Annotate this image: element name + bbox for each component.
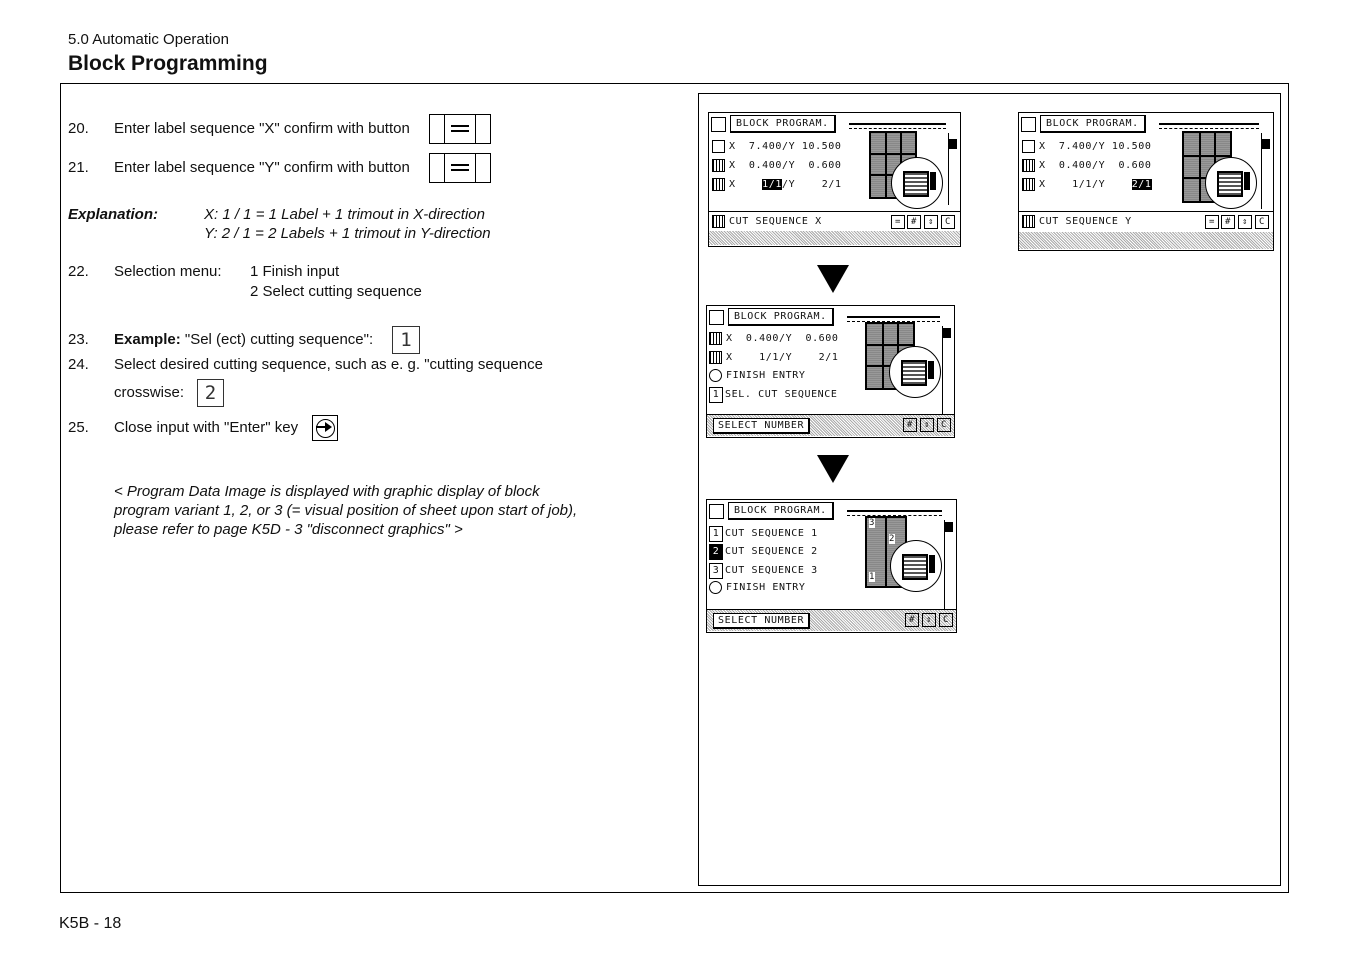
sequence-label: 2 xyxy=(889,534,896,544)
screen-title: BLOCK PROGRAM. xyxy=(730,115,836,133)
step-number: 20. xyxy=(68,120,89,137)
screen-selection-menu xyxy=(706,305,955,438)
format-row: X 7.400/Y 10.500 xyxy=(1039,141,1152,152)
section-heading: 5.0 Automatic Operation xyxy=(68,31,229,48)
format-icon xyxy=(1022,140,1035,153)
key-1-icon: 1 xyxy=(392,326,420,354)
scrollbar xyxy=(948,133,958,205)
format-row: X 7.400/Y 10.500 xyxy=(729,141,842,152)
grid-key-icon: # xyxy=(1221,215,1235,229)
enter-icon xyxy=(709,581,722,594)
zoom-circle-graphic xyxy=(890,540,942,592)
equals-button-icon xyxy=(429,114,491,144)
trim-icon xyxy=(1022,159,1035,172)
grid-key-icon: # xyxy=(907,215,921,229)
example-text: "Sel (ect) cutting sequence": xyxy=(184,331,374,348)
step-text: Enter label sequence "X" confirm with button xyxy=(114,120,410,137)
cut-sequence-option-3: 3 CUT SEQUENCE 3 xyxy=(709,563,818,579)
step-text: crosswise: xyxy=(114,384,185,401)
sequence-row: X 1/1/Y 2/1 xyxy=(726,352,839,363)
menu-option: 1 Finish input xyxy=(250,263,340,280)
program-icon xyxy=(709,504,724,519)
step-text: Select desired cutting sequence, such as e. g. "cutting sequence xyxy=(114,356,543,373)
step-number: 24. xyxy=(68,356,89,373)
screen-title: BLOCK PROGRAM. xyxy=(1040,115,1146,133)
format-icon xyxy=(712,140,725,153)
scrollbar xyxy=(1261,133,1271,209)
sequence-icon xyxy=(712,178,725,191)
updown-key-icon: ⇕ xyxy=(1238,215,1252,229)
screen-footer xyxy=(707,414,954,437)
sequence-icon xyxy=(712,215,725,228)
screen-footer xyxy=(707,609,956,632)
screen-title: BLOCK PROGRAM. xyxy=(728,502,834,520)
sequence-icon xyxy=(1022,178,1035,191)
updown-key-icon: ⇕ xyxy=(920,418,934,432)
sequence-label: 3 xyxy=(869,518,876,528)
note-line: program variant 1, 2, or 3 (= visual position of sheet upon start of job), xyxy=(114,502,578,519)
explanation-label: Explanation: xyxy=(68,206,159,223)
equals-key-icon: = xyxy=(1205,215,1219,229)
step-text: Enter label sequence "Y" confirm with button xyxy=(114,159,410,176)
clear-key-icon: C xyxy=(941,215,955,229)
zoom-circle-graphic xyxy=(1205,157,1257,209)
explanation-line: Y: 2 / 1 = 2 Labels + 1 trimout in Y-direction xyxy=(204,225,491,242)
trim-row: X 0.400/Y 0.600 xyxy=(726,333,839,344)
equals-button-icon xyxy=(429,153,491,183)
screen-cut-sequence-y xyxy=(1018,112,1274,251)
screen-cut-sequence-select xyxy=(706,499,957,633)
sequence-row: X 1/1/Y 2/1 xyxy=(729,179,842,190)
clear-key-icon: C xyxy=(1255,215,1269,229)
trim-icon xyxy=(712,159,725,172)
trim-row: X 0.400/Y 0.600 xyxy=(729,160,842,171)
note-line: < Program Data Image is displayed with graphic display of block xyxy=(114,483,540,500)
program-icon xyxy=(711,117,726,132)
select-number-prompt: SELECT NUMBER xyxy=(713,418,810,434)
trim-icon xyxy=(709,332,722,345)
scrollbar xyxy=(942,326,952,418)
clear-key-icon: C xyxy=(937,418,951,432)
step-text: Close input with "Enter" key xyxy=(114,419,299,436)
sequence-row: X 1/1/Y 2/1 xyxy=(1039,179,1152,190)
screen-footer xyxy=(1019,211,1273,250)
note-line: please refer to page K5D - 3 "disconnect graphics" > xyxy=(114,521,463,538)
screen-title: BLOCK PROGRAM. xyxy=(728,308,834,326)
enter-icon xyxy=(709,369,722,382)
menu-option: 2 Select cutting sequence xyxy=(250,283,422,300)
page-number: K5B - 18 xyxy=(59,915,122,932)
cut-sequence-option-2: 2 CUT SEQUENCE 2 xyxy=(709,544,818,560)
select-sequence-option: 1 SEL. CUT SEQUENCE xyxy=(709,387,838,403)
program-icon xyxy=(709,310,724,325)
updown-key-icon: ⇕ xyxy=(924,215,938,229)
grid-key-icon: # xyxy=(903,418,917,432)
cut-sequence-option-1: 1 CUT SEQUENCE 1 xyxy=(709,526,818,542)
sequence-icon xyxy=(709,351,722,364)
finish-entry-option: FINISH ENTRY xyxy=(726,370,806,381)
arrow-down-icon xyxy=(817,455,849,483)
page-title: Block Programming xyxy=(68,52,268,75)
key-2-icon: 2 xyxy=(197,379,224,407)
arrow-down-icon xyxy=(817,265,849,293)
selection-menu-label: Selection menu: xyxy=(114,263,222,280)
sequence-label: 1 xyxy=(869,572,876,582)
zoom-circle-graphic xyxy=(891,157,943,209)
select-number-prompt: SELECT NUMBER xyxy=(713,613,810,629)
input-label: CUT SEQUENCE X xyxy=(729,216,822,227)
clear-key-icon: C xyxy=(939,613,953,627)
step-number: 23. xyxy=(68,331,89,348)
finish-entry-option: FINISH ENTRY xyxy=(726,582,806,593)
step-number: 21. xyxy=(68,159,89,176)
screen-cut-sequence-x xyxy=(708,112,961,247)
step-number: 22. xyxy=(68,263,89,280)
screen-footer xyxy=(709,211,960,246)
equals-key-icon: = xyxy=(891,215,905,229)
enter-key-icon xyxy=(312,415,338,441)
scrollbar xyxy=(944,520,954,612)
program-icon xyxy=(1021,117,1036,132)
zoom-circle-graphic xyxy=(889,346,941,398)
trim-row: X 0.400/Y 0.600 xyxy=(1039,160,1152,171)
updown-key-icon: ⇕ xyxy=(922,613,936,627)
explanation-line: X: 1 / 1 = 1 Label + 1 trimout in X-direction xyxy=(204,206,485,223)
grid-key-icon: # xyxy=(905,613,919,627)
step-number: 25. xyxy=(68,419,89,436)
example-label: Example: xyxy=(114,331,181,348)
sequence-icon xyxy=(1022,215,1035,228)
step-text xyxy=(114,331,373,348)
input-label: CUT SEQUENCE Y xyxy=(1039,216,1132,227)
